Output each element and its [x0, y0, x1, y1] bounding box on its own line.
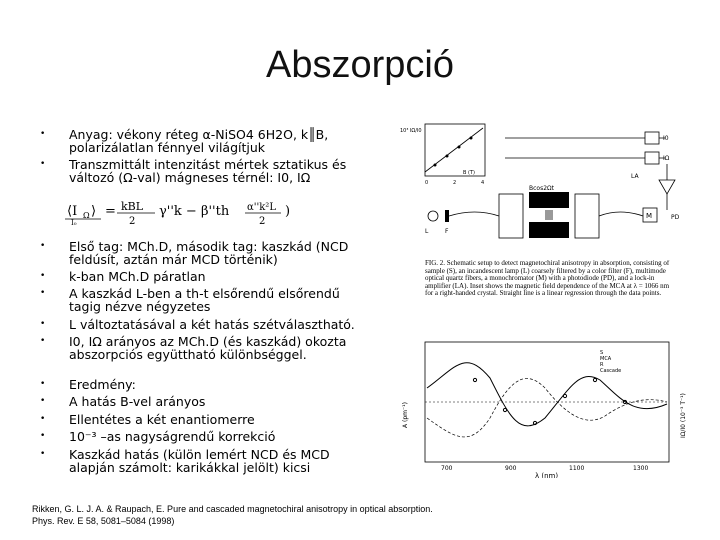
bullet-icon: • — [40, 396, 46, 406]
svg-text:Ω: Ω — [83, 211, 90, 220]
spectrum-plot — [402, 342, 687, 478]
svg-text:2: 2 — [453, 180, 457, 186]
bullet-icon: • — [40, 271, 46, 281]
bullet-icon: • — [40, 241, 46, 251]
bullet-icon: • — [40, 319, 46, 329]
svg-text:S: S — [545, 201, 549, 208]
svg-text:⟩: ⟩ — [91, 204, 97, 219]
svg-text:700: 700 — [441, 465, 453, 472]
svg-text:1300: 1300 — [633, 465, 649, 472]
bullet-icon: • — [40, 414, 46, 424]
formula-image — [65, 196, 335, 226]
bullet-icon: • — [40, 129, 46, 139]
bullet-icon: • — [40, 379, 46, 389]
inset-ylabel: 10³ IΩ/I0 — [400, 128, 422, 134]
reference — [32, 503, 433, 527]
svg-text:S: S — [600, 350, 604, 356]
svg-text:=: = — [105, 204, 116, 219]
svg-text:R: R — [600, 362, 604, 368]
svg-text:⟨I: ⟨I — [67, 204, 78, 219]
plot-ylabel-left: A (pm⁻¹) — [402, 402, 409, 428]
bullet-icon: • — [40, 431, 46, 441]
svg-text:900: 900 — [505, 465, 517, 472]
svg-text:0: 0 — [425, 180, 429, 186]
svg-text:LA: LA — [631, 173, 639, 180]
svg-text:I₀: I₀ — [71, 219, 77, 226]
svg-text:MCA: MCA — [600, 356, 612, 362]
bullet-icon: • — [40, 288, 46, 298]
svg-text:1100: 1100 — [569, 465, 585, 472]
svg-text:PD: PD — [671, 214, 680, 221]
reference-line-2: Phys. Rev. E 58, 5081–5084 (1998) — [32, 516, 175, 526]
svg-text:2: 2 — [129, 216, 136, 226]
experiment-figure — [395, 118, 695, 478]
plot-ylabel-right: IΩ/I0 (10⁻³ T⁻¹) — [680, 393, 687, 438]
svg-text:IΩ: IΩ — [663, 155, 670, 162]
bullet-icon: • — [40, 336, 46, 346]
figure-svg — [395, 118, 695, 478]
svg-text:α''k²L: α''k²L — [247, 202, 276, 213]
svg-text:): ) — [285, 204, 291, 219]
inset-graph — [400, 124, 485, 186]
svg-text:4: 4 — [481, 180, 485, 186]
svg-text:2: 2 — [259, 216, 266, 226]
svg-text:kBL: kBL — [121, 200, 144, 213]
svg-text:Bcos2Ωt: Bcos2Ωt — [529, 185, 554, 192]
setup-schematic — [425, 132, 680, 238]
plot-xlabel: λ (nm) — [535, 472, 559, 478]
figure-caption: FIG. 2. Schematic setup to detect magnetochiral anisotropy in absorption, consisting of sample (S), an incandescent lamp (L) coarsely filtered by a color filter (F), multimode optical quartz fibers, a monochromator (M) with a photodiode (PD), and a lock-in amplifier (LA). Inset shows the magnetic field dependence of the MCA at λ = 1066 nm for a right-handed crystal. Straight line is a linear regression through the data points. — [425, 260, 670, 297]
svg-text:F: F — [445, 228, 449, 235]
bullet-icon: • — [40, 159, 46, 169]
bullet-icon: • — [40, 449, 46, 459]
svg-text:L: L — [425, 228, 429, 235]
inset-xlabel: B (T) — [463, 170, 475, 176]
svg-text:γ''k − β''th: γ''k − β''th — [159, 204, 230, 219]
page-title: Abszorpció — [266, 44, 454, 86]
reference-line-1: Rikken, G. L. J. A. & Raupach, E. Pure and cascaded magnetochiral anisotropy in optical absorption. — [32, 504, 433, 514]
svg-text:M: M — [646, 212, 653, 220]
svg-text:Cascade: Cascade — [600, 368, 622, 374]
svg-text:I0: I0 — [663, 135, 669, 142]
